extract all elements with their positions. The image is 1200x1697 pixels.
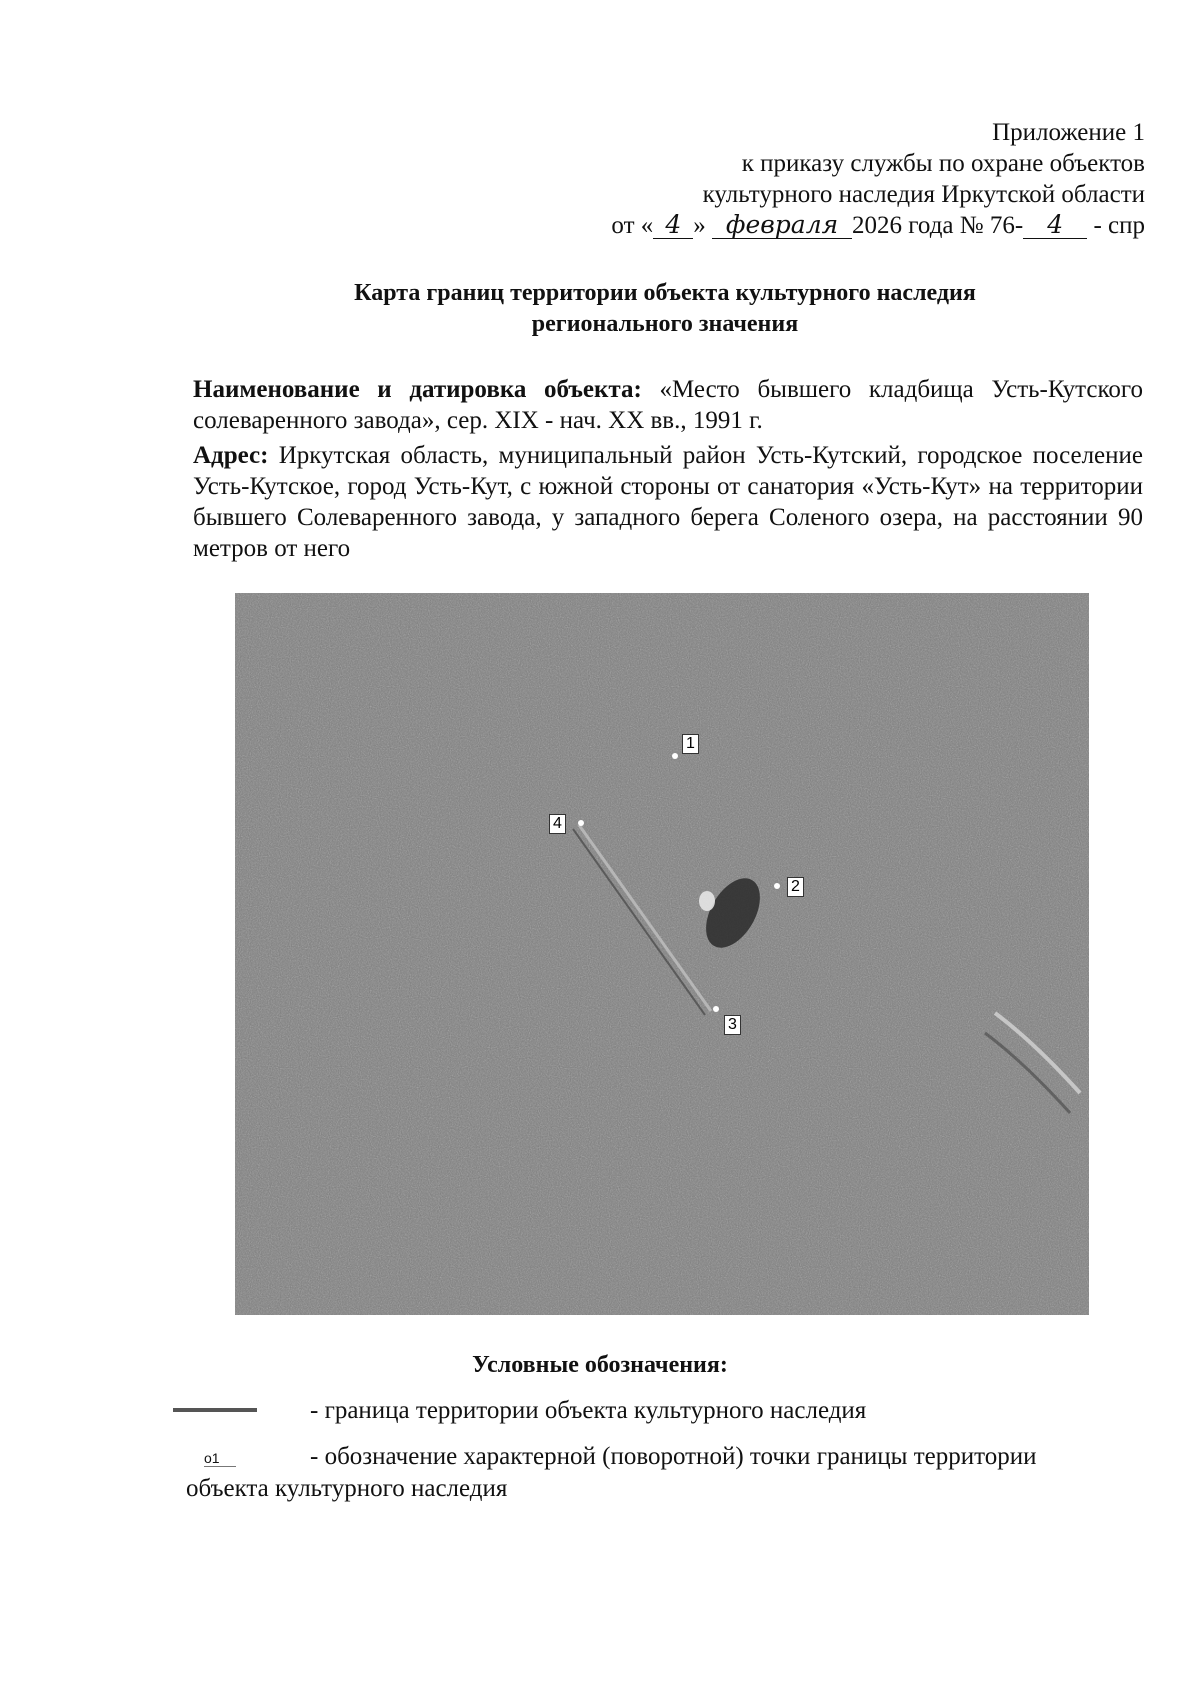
address-paragraph (193, 440, 1143, 564)
boundary-line-symbol (173, 1408, 257, 1412)
date-prefix: от « (611, 212, 654, 239)
appendix-header (611, 117, 1145, 241)
map-imagery (235, 593, 1089, 1315)
number-suffix: - спр (1093, 212, 1145, 239)
boundary-point-1 (672, 753, 678, 759)
boundary-point-4 (578, 820, 584, 826)
appendix-line-1: Приложение 1 (992, 119, 1145, 146)
satellite-map (235, 593, 1089, 1315)
object-name-paragraph (193, 374, 1143, 436)
address-label: Адрес: (193, 442, 269, 469)
legend-title: Условные обозначения: (472, 1352, 728, 1378)
object-name-label: Наименование и датировка объекта: (193, 376, 642, 403)
boundary-point-3 (713, 1006, 719, 1012)
point-label-2: 2 (787, 877, 804, 897)
date-suffix: 2026 года № 76- (852, 212, 1024, 239)
title-line-1: Карта границ территории объекта культурного наследия (354, 280, 976, 306)
handwritten-number: 4 (1023, 212, 1087, 239)
boundary-point-2 (774, 883, 780, 889)
point-label-1: 1 (682, 734, 699, 754)
appendix-line-2: к приказу службы по охране объектов (741, 150, 1145, 177)
handwritten-month: февраля (712, 212, 852, 239)
point-symbol: о1 (204, 1450, 236, 1467)
appendix-line-3: культурного наследия Иркутской области (702, 181, 1145, 208)
appendix-date-line (611, 210, 1145, 241)
date-mid: » (693, 212, 706, 239)
legend-point-text-2: объекта культурного наследия (186, 1475, 508, 1502)
title-line-2: регионального значения (531, 311, 799, 337)
legend-boundary-text: - граница территории объекта культурного наследия (310, 1397, 867, 1424)
point-label-4: 4 (549, 814, 566, 834)
document-title (180, 278, 1150, 340)
handwritten-day: 4 (653, 212, 693, 239)
legend-point-text-1: - обозначение характерной (поворотной) точки границы территории (310, 1443, 1037, 1470)
address-value: Иркутская область, муниципальный район Усть-Кутский, городское поселение Усть-Кутское, город Усть-Кут, с южной стороны от санатория «Усть-Кут» на территории бывшего Солеваренного завода, у западного берега Соленого озера, на расстоянии 90 метров от него (193, 442, 1143, 562)
object-name-value: «Место бывшего кладбища Усть-Кутского солеваренного завода», сер. XIX - нач. XX вв., 1991 г. (193, 376, 1143, 434)
point-label-3: 3 (724, 1015, 741, 1035)
light-patch (699, 891, 715, 911)
